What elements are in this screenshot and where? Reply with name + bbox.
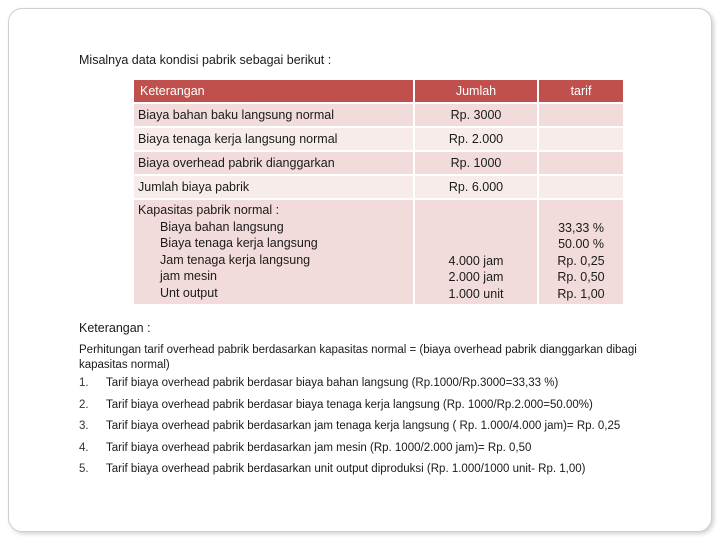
header-jumlah: Jumlah (415, 80, 537, 102)
cell-rate (539, 152, 623, 174)
capacity-amount: 4.000 jam (448, 253, 504, 268)
intro-text: Misalnya data kondisi pabrik sebagai berikut : (79, 53, 332, 67)
list-item (79, 442, 699, 464)
cell-amount: Rp. 6.000 (415, 176, 537, 198)
list-item (79, 377, 699, 399)
capacity-item: Biaya bahan langsung (160, 219, 284, 234)
item-number: 1. (79, 377, 89, 389)
header-tarif: tarif (539, 80, 623, 102)
item-text: Tarif biaya overhead pabrik berdasar biaya tenaga kerja langsung (Rp. 1000/Rp.2.000=50.00%) (106, 398, 593, 411)
cell-amount: Rp. 3000 (415, 104, 537, 126)
cell-rate (539, 128, 623, 150)
item-number: 5. (79, 463, 89, 475)
item-text: Tarif biaya overhead pabrik berdasarkan jam mesin (Rp. 1000/2.000 jam)= Rp. 0,50 (106, 441, 532, 454)
table-row (134, 104, 623, 126)
table-row (134, 176, 623, 198)
capacity-item: Jam tenaga kerja langsung (160, 252, 311, 267)
capacity-rate: 33,33 % (558, 220, 604, 235)
cost-table (132, 78, 625, 306)
table-row (134, 152, 623, 174)
notes-description: Perhitungan tarif overhead pabrik berdasarkan kapasitas normal = (biaya overhead pabrik dianggarkan dibagi kapasitas normal) (79, 344, 637, 371)
notes-list (79, 377, 699, 485)
notes-title: Keterangan : (79, 321, 151, 335)
capacity-item: jam mesin (160, 269, 217, 283)
list-item (79, 420, 699, 442)
table-header-row (134, 80, 623, 102)
capacity-label-cell (134, 200, 413, 304)
capacity-rate-cell (539, 200, 623, 304)
item-number: 2. (79, 398, 89, 411)
item-text: Tarif biaya overhead pabrik berdasarkan unit output diproduksi (Rp. 1.000/1000 unit- Rp. 1,00) (106, 463, 586, 475)
cell-rate (539, 176, 623, 198)
capacity-amount: 1.000 unit (448, 286, 504, 301)
item-number: 4. (79, 441, 89, 454)
capacity-item: Unt output (160, 285, 218, 300)
cell-label: Biaya bahan baku langsung normal (134, 104, 413, 126)
table-row (134, 128, 623, 150)
capacity-rate: Rp. 0,50 (557, 270, 605, 284)
capacity-title: Kapasitas pabrik normal : (138, 203, 280, 217)
cell-label: Jumlah biaya pabrik (134, 176, 413, 198)
list-item (79, 399, 699, 421)
list-item (79, 463, 699, 485)
item-text: Tarif biaya overhead pabrik berdasar biaya bahan langsung (Rp.1000/Rp.3000=33,33 %) (106, 377, 559, 389)
capacity-row (134, 200, 623, 304)
cell-label: Biaya tenaga kerja langsung normal (134, 128, 413, 150)
cell-amount: Rp. 1000 (415, 152, 537, 174)
capacity-item: Biaya tenaga kerja langsung (160, 236, 318, 250)
item-number: 3. (79, 420, 89, 432)
header-keterangan: Keterangan (134, 80, 413, 102)
capacity-amount: 2.000 jam (448, 270, 504, 284)
capacity-rate: 50.00 % (558, 237, 604, 251)
cell-amount: Rp. 2.000 (415, 128, 537, 150)
capacity-rate: Rp. 0,25 (557, 253, 605, 268)
capacity-rate: Rp. 1,00 (557, 286, 605, 301)
capacity-amount-cell (415, 200, 537, 304)
cell-rate (539, 104, 623, 126)
item-text: Tarif biaya overhead pabrik berdasarkan jam tenaga kerja langsung ( Rp. 1.000/4.000 jam)= Rp. 0,25 (106, 420, 621, 432)
cell-label: Biaya overhead pabrik dianggarkan (134, 152, 413, 174)
